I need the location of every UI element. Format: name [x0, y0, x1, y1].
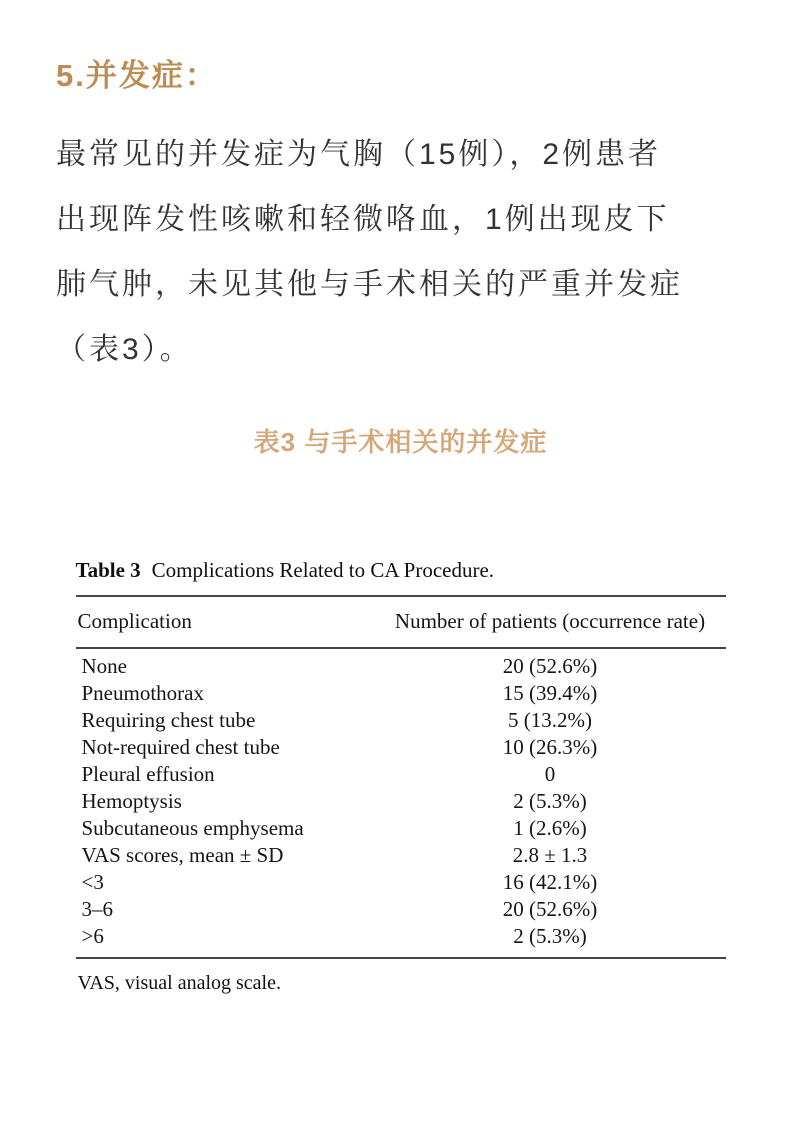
table-row	[76, 653, 726, 680]
table-row	[76, 707, 726, 734]
value-cell: 20 (52.6%)	[502, 897, 598, 921]
column-header-complication: Complication	[77, 609, 192, 633]
complication-cell: Not-required chest tube	[81, 735, 280, 759]
table-body	[76, 649, 726, 957]
value-cell: 0	[544, 762, 556, 786]
complication-cell: Requiring chest tube	[81, 708, 256, 732]
complication-cell: Subcutaneous emphysema	[81, 816, 304, 840]
paragraph-line: （表3）。	[56, 333, 193, 366]
table-title-chinese: 表3 与手术相关的并发症	[253, 427, 548, 457]
complication-cell: <3	[81, 870, 104, 894]
table-caption-text: Complications Related to CA Procedure.	[151, 558, 495, 582]
complication-cell: Hemoptysis	[81, 789, 182, 813]
column-header-patients: Number of patients (occurrence rate)	[394, 609, 706, 633]
value-cell: 2.8 ± 1.3	[512, 843, 588, 867]
value-cell: 5 (13.2%)	[508, 708, 592, 732]
table-header-row	[76, 597, 726, 647]
value-cell: 15 (39.4%)	[502, 681, 598, 705]
table-row	[76, 788, 726, 815]
complication-cell: Pleural effusion	[81, 762, 215, 786]
table-row	[76, 869, 726, 896]
value-cell: 2 (5.3%)	[513, 789, 587, 813]
section-heading: 5.并发症：	[56, 58, 218, 93]
complications-table	[76, 557, 726, 995]
table-caption	[76, 557, 726, 583]
table-row	[76, 734, 726, 761]
paragraph-line: 最常见的并发症为气胸（15例），2例患者	[56, 138, 662, 171]
table-bottom-rule	[76, 957, 726, 959]
value-cell: 20 (52.6%)	[502, 654, 598, 678]
table-row	[76, 761, 726, 788]
paragraph-line: 出现阵发性咳嗽和轻微咯血，1例出现皮下	[56, 203, 670, 236]
complication-cell: VAS scores, mean ± SD	[81, 843, 284, 867]
value-cell: 10 (26.3%)	[502, 735, 598, 759]
table-row	[76, 842, 726, 869]
value-cell: 1 (2.6%)	[513, 816, 587, 840]
table-row	[76, 815, 726, 842]
value-cell: 2 (5.3%)	[513, 924, 587, 948]
value-cell: 16 (42.1%)	[502, 870, 598, 894]
table-caption-number: Table 3	[75, 558, 141, 582]
complication-cell: None	[81, 654, 127, 678]
table-row	[76, 896, 726, 923]
body-paragraph	[56, 122, 745, 382]
table-footnote: VAS, visual analog scale.	[77, 972, 281, 994]
paragraph-line: 肺气肿，未见其他与手术相关的严重并发症	[56, 268, 683, 301]
complication-cell: Pneumothorax	[81, 681, 204, 705]
table-row	[76, 680, 726, 707]
complication-cell: >6	[81, 924, 104, 948]
complication-cell: 3–6	[81, 897, 113, 921]
table-row	[76, 923, 726, 950]
